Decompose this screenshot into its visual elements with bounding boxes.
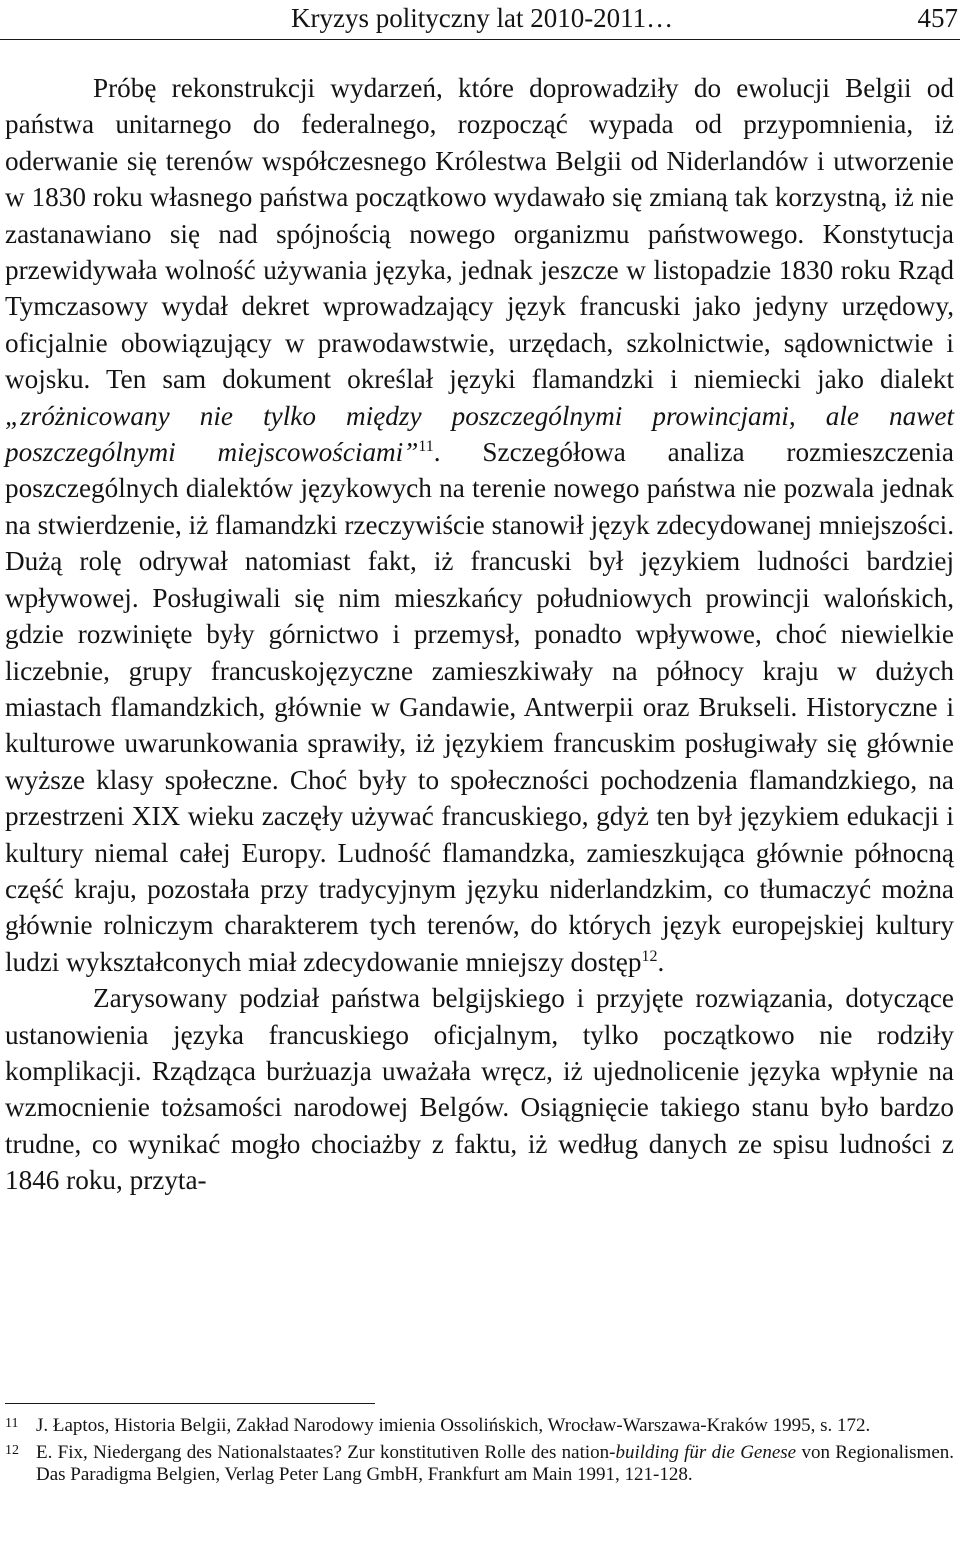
page-header — [0, 0, 960, 40]
quoted-phrase: „zróżnicowany nie tylko między poszczególnymi prowincjami, ale nawet poszczególnymi miejscowościami” — [5, 400, 954, 468]
paragraph-2: Zarysowany podział państwa belgijskiego i przyjęte rozwiązania, dotyczące ustanowienia języka francuskiego oficjalnym, tylko początkowo nie rodziły komplikacji. Rządząca burżuazja uważała wręcz, iż ujednolicenie języka wpłynie na wzmocnienie tożsamości narodowej Belgów. Osiągnięcie takiego stanu było bardzo trudne, co wynikać mogło chociażby z faktu, iż według danych ze spisu ludności z 1846 roku, przyta- — [5, 983, 954, 1196]
paragraph-1-part-1: Próbę rekonstrukcji wydarzeń, które doprowadziły do ewolucji Belgii od państwa unitarnego do federalnego, rozpocząć wypada od przypomnienia, iż oderwanie się terenów współczesnego Królestwa Belgii od Niderlandów i utworzenie w 1830 roku własnego państwa początkowo wydawało się zmianą tak korzystną, iż nie zastanawiano się nad spójnością nowego organizmu państwowego. Konstytucja przewidywała wolność używania języka, jednak jeszcze w listopadzie 1830 roku Rząd Tymczasowy wydał dekret wprowadzający język francuski jako jedyny urzędowy, oficjalnie obowiązujący w prawodawstwie, urzędach, szkolnictwie, sądownictwie i wojsku. Ten sam dokument określał języki flamandzki i niemiecki jako dialekt — [5, 73, 954, 395]
page-number: 457 — [917, 3, 958, 33]
footnote-text-after: von Regionalismen. Das Paradigma Belgien, Verlag Peter Lang GmbH, Frankfurt am Main 1991, 121-128. — [36, 1441, 954, 1485]
footnote-12 — [5, 1442, 954, 1487]
footnote-11 — [5, 1415, 954, 1438]
footnotes — [5, 1415, 954, 1491]
footnote-ref-12[interactable]: 12 — [641, 947, 658, 965]
paragraph-1-part-2: . Szczegółowa analiza rozmieszczenia poszczególnych dialektów językowych na terenie nowego państwa nie pozwala jednak na stwierdzenie, iż flamandzki rzeczywiście stanowił język zdecydowanej mniejszości. Dużą rolę odrywał natomiast fakt, iż francuski był językiem ludności bardziej wpływowej. Posługiwali się nim mieszkańcy południowych prowincji walońskich, gdzie rozwinięte były górnictwo i przemysł, ponadto wpływowe, choć niewielkie liczebnie, grupy francuskojęzyczne zamieszkiwały na północy kraju w dużych miastach flamandzkich, głównie w Gandawie, Antwerpii oraz Brukseli. Historyczne i kulturowe uwarunkowania sprawiły, iż językiem francuskim posługiwały się głównie wyższe klasy społeczne. Choć były to społeczności pochodzenia flamandzkiego, na przestrzeni XIX wieku zaczęły używać francuskiego, gdyż ten był językiem edukacji i kultury niemal całej Europy. Ludność flamandzka, zamieszkująca głównie północną część kraju, pozostała przy tradycyjnym języku niderlandzkim, co tłumaczyć można głównie rolniczym charakterem tych terenów, do których język europejskiej kultury ludzi wykształconych miał zdecydowanie mniejszy dostęp — [5, 437, 954, 977]
footnote-text: J. Łaptos, Historia Belgii, Zakład Narodowy imienia Ossolińskich, Wrocław-Warszawa-Kraków 1995, s. 172. — [36, 1415, 871, 1436]
footnote-italic: building für die Genese — [615, 1441, 797, 1463]
footnote-text — [36, 1442, 954, 1487]
paragraph-1-end: . — [657, 946, 665, 977]
running-title: Kryzys polityczny lat 2010-2011… — [291, 3, 674, 33]
main-text — [5, 70, 954, 1199]
footnote-number: 11 — [5, 1416, 19, 1431]
footnote-ref-11[interactable]: 11 — [418, 438, 434, 456]
footnote-text-before: E. Fix, Niedergang des Nationalstaates? Zur konstitutiven Rolle des nation- — [36, 1441, 616, 1463]
footnote-number: 12 — [5, 1442, 19, 1458]
paragraph-1 — [5, 70, 954, 980]
footnote-separator — [5, 1403, 375, 1404]
